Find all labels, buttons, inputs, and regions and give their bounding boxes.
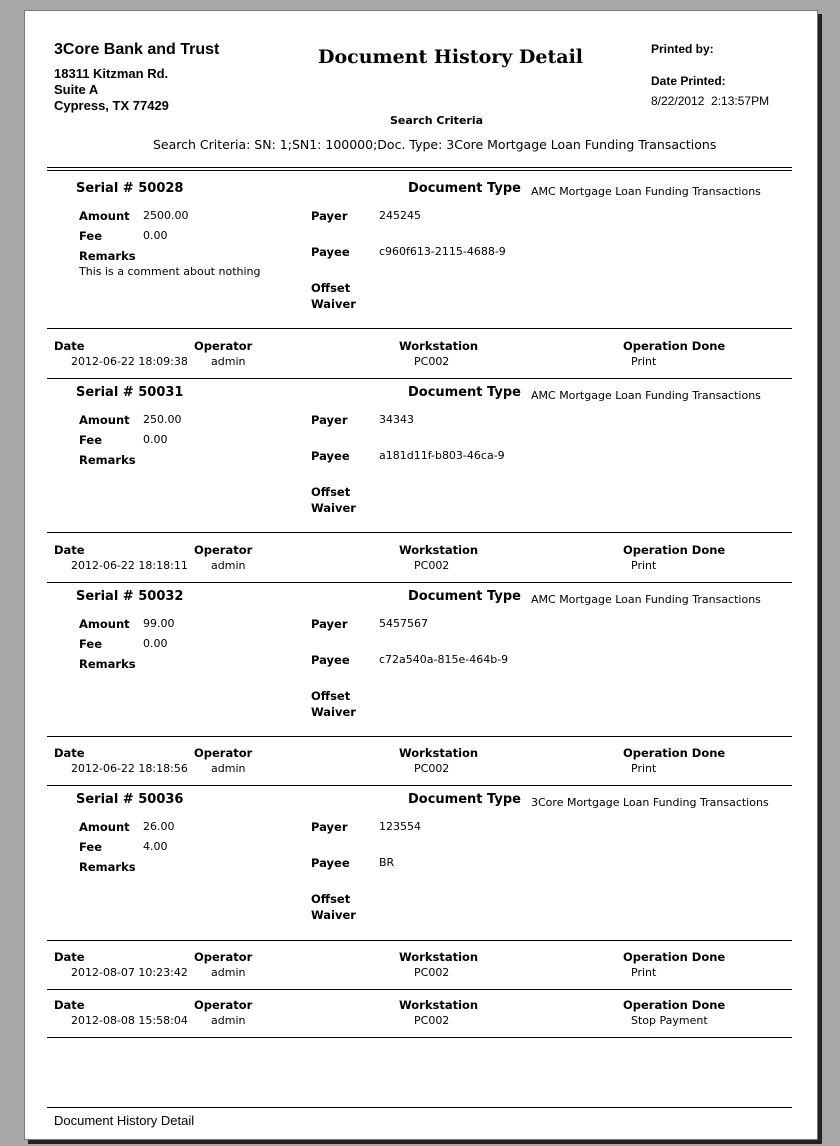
history-operation: Print (631, 966, 657, 979)
date-label: Date (54, 950, 85, 964)
search-criteria-title: Search Criteria (390, 114, 484, 127)
bank-name: 3Core Bank and Trust (54, 41, 220, 58)
footer-title: Document History Detail (54, 1113, 195, 1128)
document-type-value: AMC Mortgage Loan Funding Transactions (531, 389, 761, 402)
date-label: Date (54, 543, 85, 557)
payer-label: Payer (311, 413, 348, 427)
operation-done-label: Operation Done (623, 950, 726, 964)
operator-label: Operator (194, 543, 253, 557)
amount-label: Amount (79, 820, 130, 834)
operator-label: Operator (194, 746, 253, 760)
history-workstation: PC002 (414, 1014, 450, 1027)
operation-done-label: Operation Done (623, 998, 726, 1012)
history-operation: Print (631, 762, 657, 775)
payer-value: 5457567 (379, 617, 428, 630)
history-operation: Print (631, 355, 657, 368)
payee-label: Payee (311, 856, 350, 870)
amount-label: Amount (79, 413, 130, 427)
footer-rule (47, 1107, 792, 1108)
record-divider (47, 328, 792, 329)
payer-value: 34343 (379, 413, 414, 426)
history-divider (47, 378, 792, 379)
fee-value: 4.00 (143, 840, 168, 853)
history-date: 2012-06-22 18:18:11 (71, 559, 188, 572)
history-operator: admin (211, 1014, 246, 1027)
document-type-label: Document Type (408, 589, 521, 604)
operator-label: Operator (194, 998, 253, 1012)
history-operator: admin (211, 355, 246, 368)
history-divider (47, 785, 792, 786)
amount-value: 250.00 (143, 413, 182, 426)
fee-value: 0.00 (143, 229, 168, 242)
payee-label: Payee (311, 653, 350, 667)
fee-value: 0.00 (143, 637, 168, 650)
history-divider (47, 582, 792, 583)
fee-label: Fee (79, 840, 102, 854)
date-printed-label: Date Printed: (651, 74, 726, 88)
payer-label: Payer (311, 617, 348, 631)
operation-done-label: Operation Done (623, 543, 726, 557)
offset-label: Offset (311, 892, 351, 906)
amount-value: 2500.00 (143, 209, 189, 222)
remarks-value: This is a comment about nothing (79, 265, 261, 278)
address-line-1: 18311 Kitzman Rd. (54, 66, 169, 81)
fee-value: 0.00 (143, 433, 168, 446)
payee-label: Payee (311, 245, 350, 259)
operator-label: Operator (194, 950, 253, 964)
document-type-label: Document Type (408, 385, 521, 400)
amount-label: Amount (79, 617, 130, 631)
history-workstation: PC002 (414, 966, 450, 979)
payer-value: 123554 (379, 820, 421, 833)
document-type-label: Document Type (408, 181, 521, 196)
history-operation: Stop Payment (631, 1014, 708, 1027)
payer-label: Payer (311, 209, 348, 223)
history-operator: admin (211, 762, 246, 775)
search-criteria-text: Search Criteria: SN: 1;SN1: 100000;Doc. Type: 3Core Mortgage Loan Funding Transactions (153, 137, 717, 152)
history-workstation: PC002 (414, 762, 450, 775)
history-operator: admin (211, 966, 246, 979)
serial-number: Serial # 50032 (76, 589, 184, 604)
history-date: 2012-08-07 10:23:42 (71, 966, 188, 979)
offset-label: Offset (311, 281, 351, 295)
report-page (24, 10, 818, 1140)
payee-value: BR (379, 856, 395, 869)
payee-value: c72a540a-815e-464b-9 (379, 653, 509, 666)
workstation-label: Workstation (399, 543, 479, 557)
document-type-label: Document Type (408, 792, 521, 807)
payee-value: a181d11f-b803-46ca-9 (379, 449, 505, 462)
fee-label: Fee (79, 637, 102, 651)
operation-done-label: Operation Done (623, 339, 726, 353)
fee-label: Fee (79, 229, 102, 243)
printed-by-label: Printed by: (651, 42, 714, 56)
document-type-value: 3Core Mortgage Loan Funding Transactions (531, 796, 769, 809)
header-rule-top (47, 167, 792, 168)
history-date: 2012-06-22 18:09:38 (71, 355, 188, 368)
record-divider (47, 532, 792, 533)
document-type-value: AMC Mortgage Loan Funding Transactions (531, 593, 761, 606)
history-date: 2012-08-08 15:58:04 (71, 1014, 188, 1027)
history-divider (47, 989, 792, 990)
history-operator: admin (211, 559, 246, 572)
workstation-label: Workstation (399, 998, 479, 1012)
date-printed-value: 8/22/2012 2:13:57PM (651, 94, 770, 108)
history-operation: Print (631, 559, 657, 572)
history-workstation: PC002 (414, 559, 450, 572)
date-label: Date (54, 746, 85, 760)
fee-label: Fee (79, 433, 102, 447)
record-divider (47, 736, 792, 737)
payee-value: c960f613-2115-4688-9 (379, 245, 506, 258)
history-date: 2012-06-22 18:18:56 (71, 762, 188, 775)
amount-value: 99.00 (143, 617, 175, 630)
serial-number: Serial # 50028 (76, 181, 184, 196)
remarks-label: Remarks (79, 249, 136, 263)
workstation-label: Workstation (399, 746, 479, 760)
header-rule-bottom (47, 170, 792, 171)
serial-number: Serial # 50036 (76, 792, 184, 807)
payee-label: Payee (311, 449, 350, 463)
offset-label: Offset (311, 485, 351, 499)
remarks-label: Remarks (79, 453, 136, 467)
waiver-label: Waiver (311, 501, 356, 515)
operator-label: Operator (194, 339, 253, 353)
offset-label: Offset (311, 689, 351, 703)
workstation-label: Workstation (399, 950, 479, 964)
date-label: Date (54, 998, 85, 1012)
record-divider (47, 940, 792, 941)
amount-label: Amount (79, 209, 130, 223)
remarks-label: Remarks (79, 860, 136, 874)
address-line-3: Cypress, TX 77429 (54, 98, 169, 113)
document-type-value: AMC Mortgage Loan Funding Transactions (531, 185, 761, 198)
date-label: Date (54, 339, 85, 353)
waiver-label: Waiver (311, 908, 356, 922)
payer-label: Payer (311, 820, 348, 834)
amount-value: 26.00 (143, 820, 175, 833)
remarks-label: Remarks (79, 657, 136, 671)
serial-number: Serial # 50031 (76, 385, 184, 400)
history-divider (47, 1037, 792, 1038)
payer-value: 245245 (379, 209, 421, 222)
address-line-2: Suite A (54, 82, 99, 97)
operation-done-label: Operation Done (623, 746, 726, 760)
history-workstation: PC002 (414, 355, 450, 368)
workstation-label: Workstation (399, 339, 479, 353)
waiver-label: Waiver (311, 297, 356, 311)
waiver-label: Waiver (311, 705, 356, 719)
report-title: Document History Detail (318, 46, 583, 68)
